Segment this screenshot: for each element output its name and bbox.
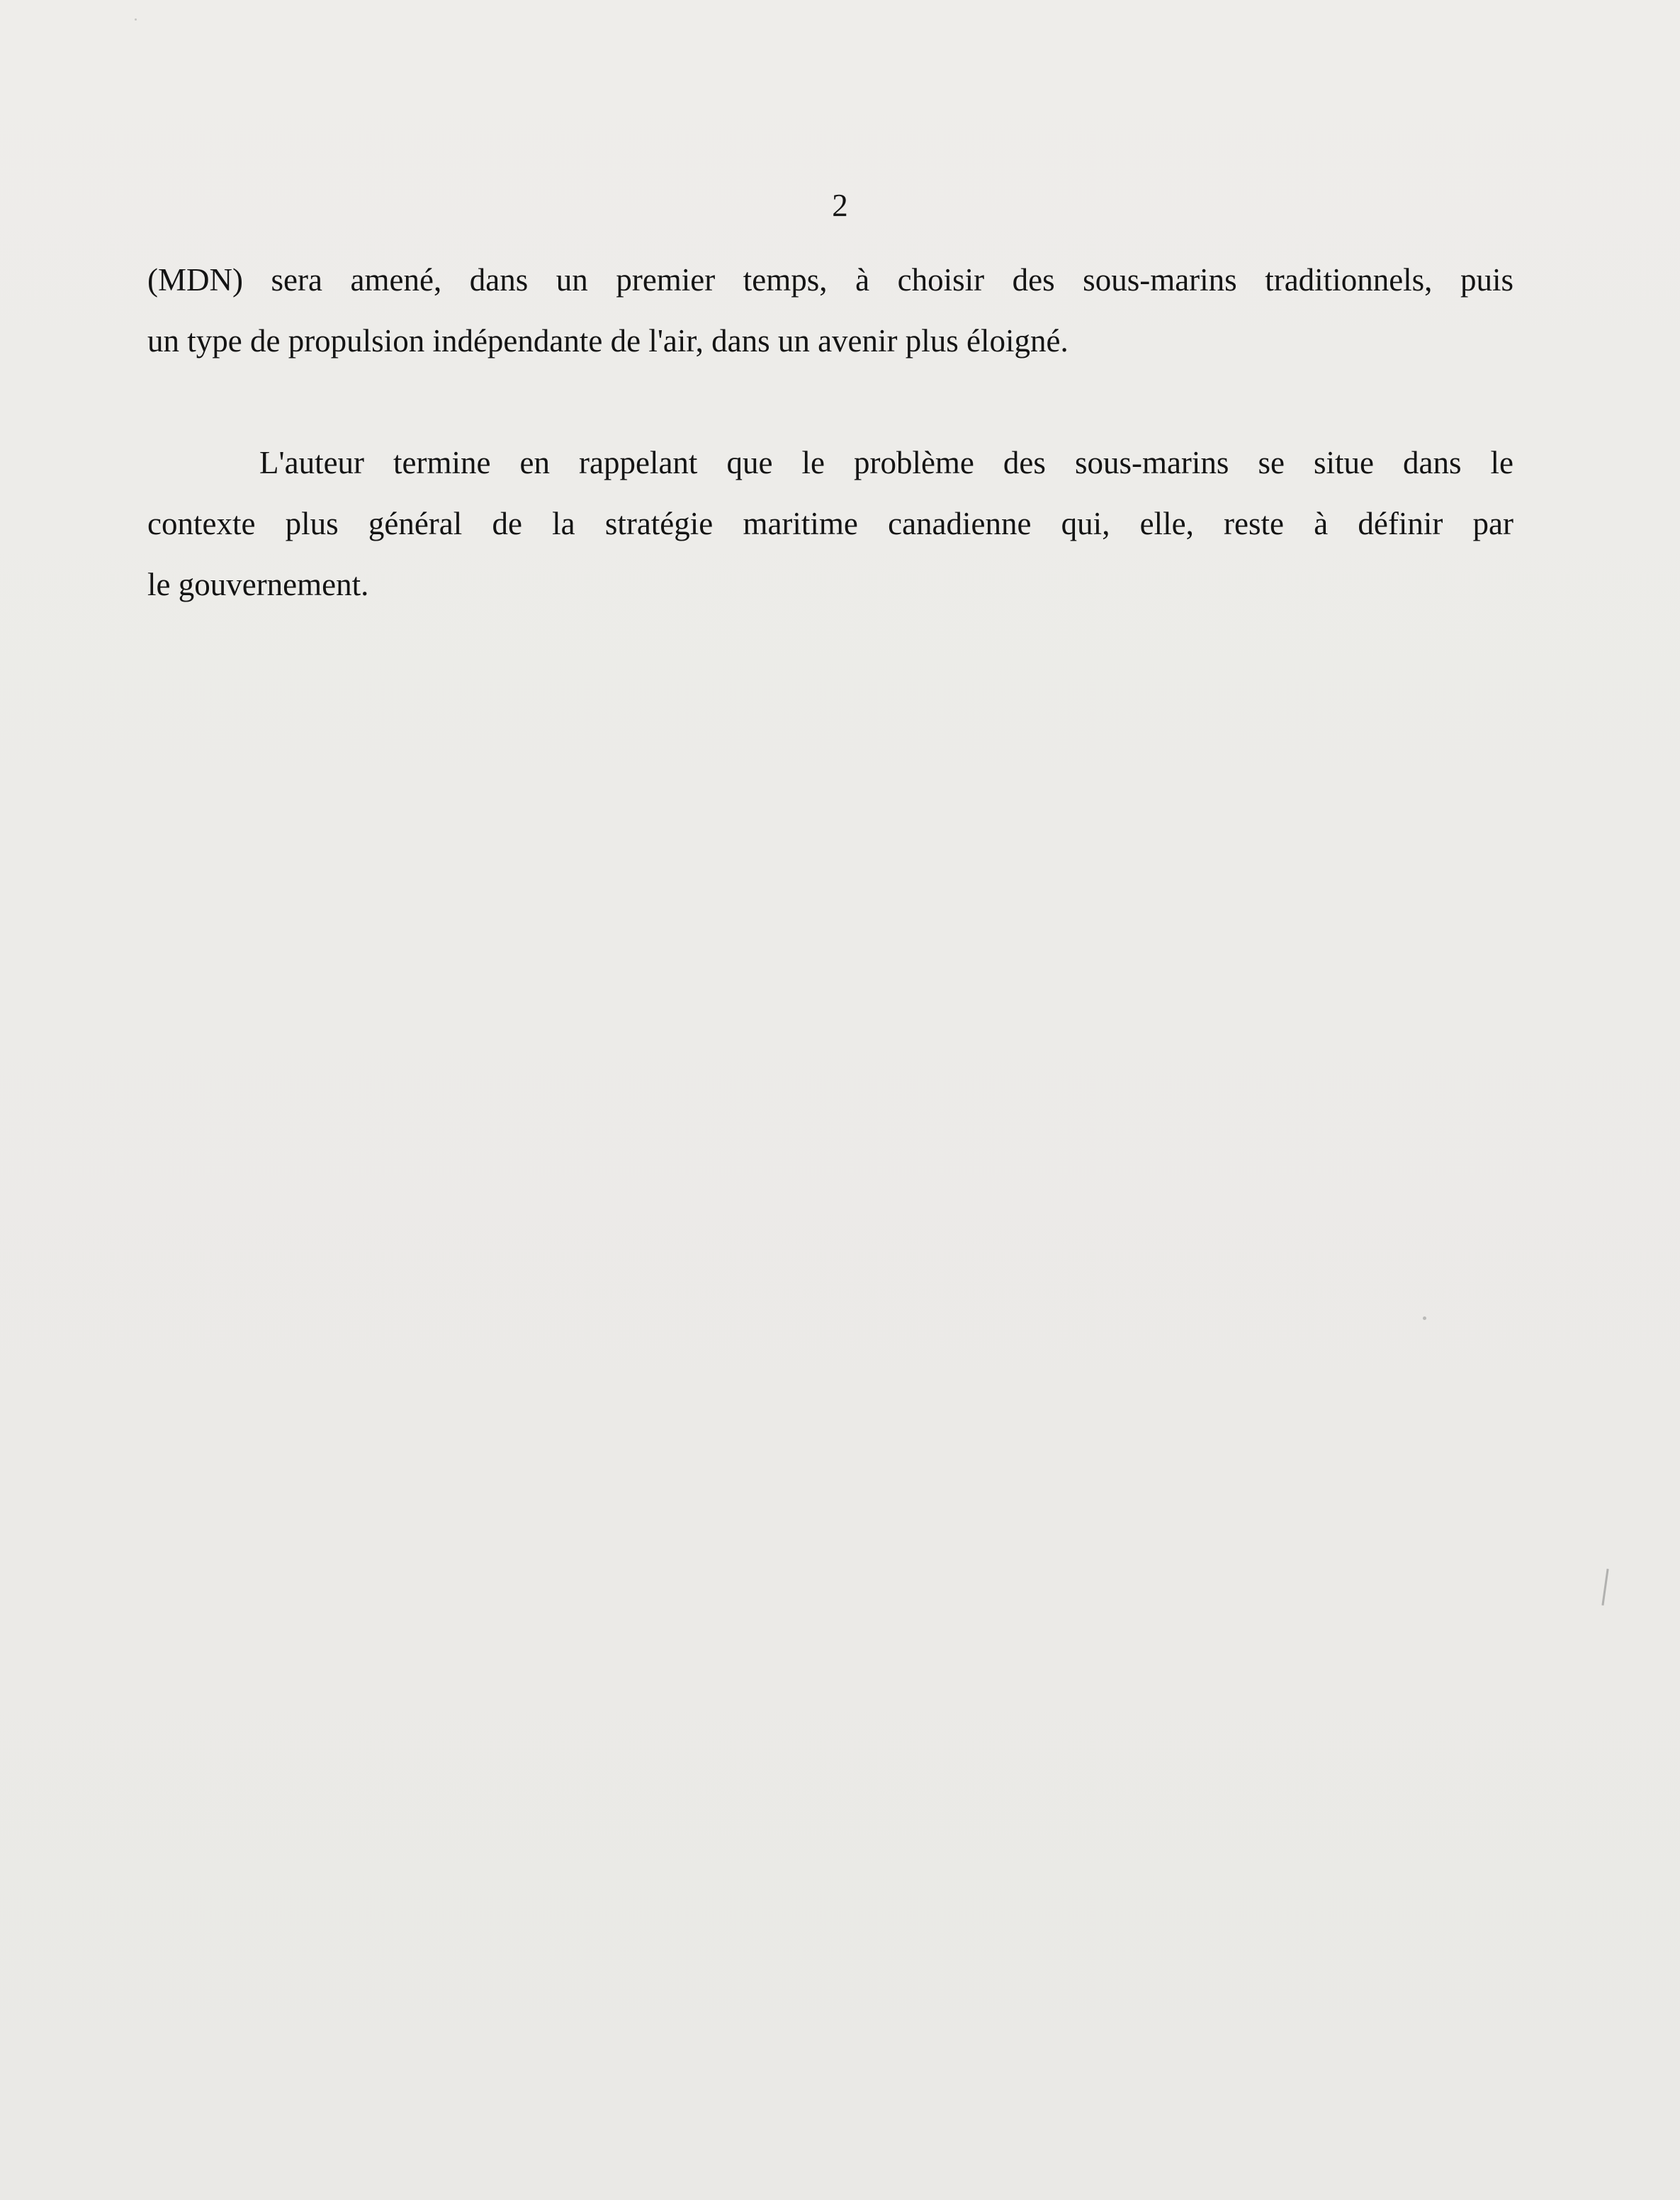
paragraph-line: (MDN) sera amené, dans un premier temps, à choisir des sous-marins traditionnels, puis xyxy=(147,262,1513,298)
paragraph-line: le gouvernement. xyxy=(147,567,369,602)
paragraph-line: contexte plus général de la stratégie maritime canadienne qui, elle, reste à définir par xyxy=(147,506,1513,541)
paragraph-line: un type de propulsion indépendante de l'air, dans un avenir plus éloigné. xyxy=(147,323,1069,359)
paragraph-2 xyxy=(147,432,1513,615)
page-number: 2 xyxy=(832,188,848,223)
scan-speck xyxy=(135,18,137,21)
scan-speck xyxy=(1423,1316,1426,1320)
scan-speck xyxy=(1601,1569,1608,1606)
paragraph-1 xyxy=(147,249,1513,371)
paragraph-line: L'auteur termine en rappelant que le problème des sous-marins se situe dans le xyxy=(259,445,1513,480)
